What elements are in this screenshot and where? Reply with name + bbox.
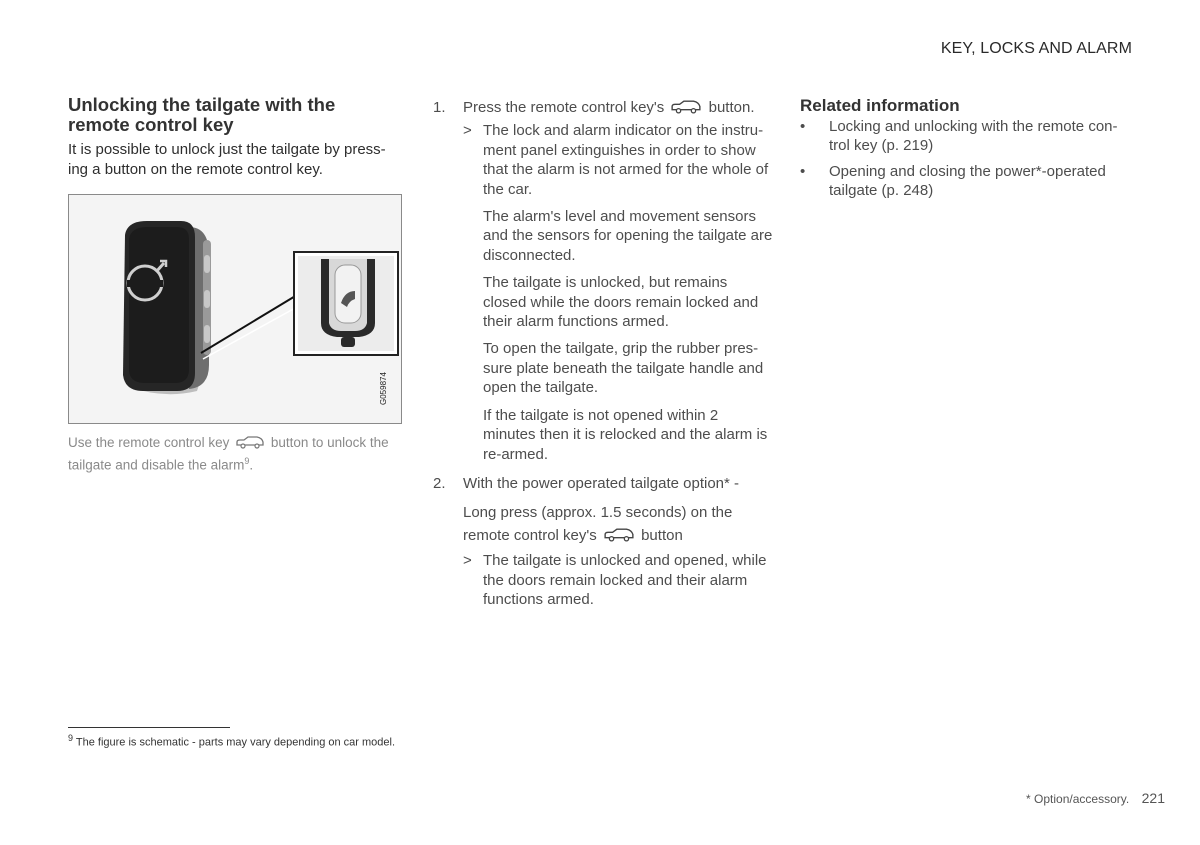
remote-key-figure	[68, 194, 402, 424]
caption-text-before: Use the remote control key	[68, 435, 230, 450]
caption-text-after: button to unlock the tailgate and disable the alarm	[68, 435, 389, 473]
footnote	[68, 733, 428, 749]
step-text-end: button.	[708, 99, 755, 116]
related-link-item[interactable]	[800, 162, 1130, 201]
page-number: 221	[1141, 790, 1165, 806]
step-1	[433, 98, 773, 464]
long-press-text-end: button	[641, 527, 683, 545]
step-paragraph: The tailgate is unlocked, but remains closed while the doors remain locked and their alarm functions armed.	[483, 274, 759, 331]
step-paragraph: The alarm's level and movement sensors and the sensors for opening the tailgate are disconnected.	[483, 208, 773, 264]
step-number: 1.	[433, 99, 446, 116]
result-marker: >	[463, 122, 472, 140]
footnote-ref: 9	[244, 456, 250, 466]
step-number: 2.	[433, 474, 446, 492]
bullet: •	[800, 162, 806, 180]
step-text: Press the remote control key's	[463, 99, 665, 116]
related-link[interactable]: Opening and closing the power*-operated tailgate (p. 248)	[829, 162, 1106, 200]
step-result	[463, 551, 773, 609]
bullet: •	[800, 118, 806, 135]
car-tailgate-icon	[670, 100, 702, 114]
step-instruction	[463, 98, 773, 117]
related-link-item[interactable]	[800, 117, 1130, 156]
section-title: Unlocking the tailgate with the remote control key	[68, 94, 336, 135]
step-2	[433, 474, 773, 610]
remote-key-illustration	[69, 195, 401, 423]
caption-period: .	[249, 457, 254, 473]
result-marker: >	[463, 552, 472, 570]
footnote-number: 9	[68, 733, 74, 743]
procedure-column	[433, 98, 773, 610]
page-footer	[950, 790, 1165, 808]
result-text: The lock and alarm indicator on the instru-ment panel extinguishes in order to show that the alarm is not armed for the whole of the car.	[483, 122, 769, 198]
step-paragraph: To open the tailgate, grip the rubber pres-sure plate beneath the tailgate handle and open the tailgate.	[483, 340, 764, 397]
long-press-instruction	[463, 501, 773, 547]
related-information-heading: Related information	[800, 96, 960, 115]
footnote-divider	[68, 727, 230, 728]
related-link[interactable]: Locking and unlocking with the remote con-trol key (p. 219)	[829, 118, 1118, 155]
related-information-list	[800, 117, 1130, 207]
figure-caption	[68, 433, 398, 475]
car-tailgate-icon	[235, 436, 265, 449]
option-note: * Option/accessory.	[1026, 792, 1130, 806]
intro-text: It is possible to unlock just the tailgate by press-ing a button on the remote control key.	[68, 141, 386, 178]
step-result	[463, 121, 773, 199]
footnote-text: The figure is schematic - parts may vary depending on car model.	[75, 736, 396, 749]
figure-code: G059874	[379, 372, 388, 405]
chapter-heading: KEY, LOCKS AND ALARM	[940, 40, 1132, 57]
long-press-text: Long press (approx. 1.5 seconds) on the remote control key's	[463, 504, 733, 545]
result-text: The tailgate is unlocked and opened, while the doors remain locked and their alarm functions armed.	[483, 552, 767, 609]
step-instruction: With the power operated tailgate option* -	[463, 474, 739, 492]
step-paragraph: If the tailgate is not opened within 2 minutes then it is relocked and the alarm is re-armed.	[483, 406, 768, 463]
car-tailgate-icon	[603, 528, 635, 542]
